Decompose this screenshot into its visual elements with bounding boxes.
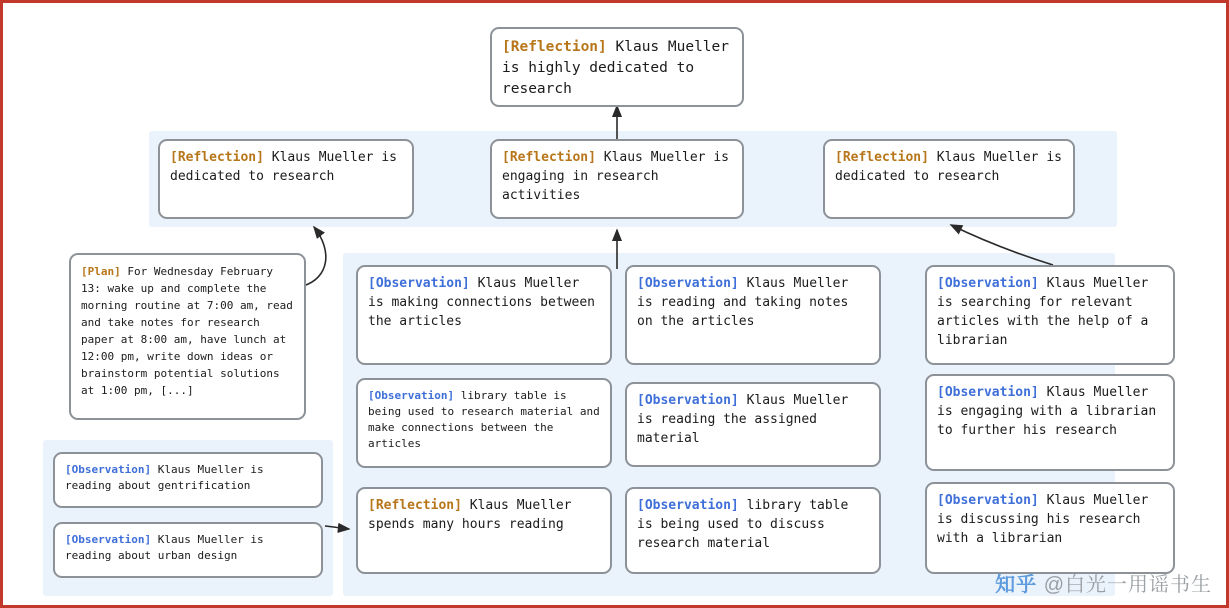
node-tag: [Reflection] (502, 150, 604, 165)
node-tag: [Observation] (637, 498, 747, 513)
node-text: Klaus Mueller is making connections between the articles (368, 276, 595, 329)
node-col2-observation-2[interactable] (625, 382, 881, 467)
node-text: library table is being used to discuss research material (637, 498, 849, 551)
node-text: Klaus Mueller is highly dedicated to research (502, 39, 729, 98)
node-col1-observation-2[interactable] (356, 378, 612, 468)
node-tag: [Observation] (637, 393, 747, 408)
node-text: Klaus Mueller is engaging in research activities (502, 150, 729, 203)
node-top-reflection[interactable] (490, 27, 744, 107)
node-col1-observation-1[interactable] (356, 265, 612, 365)
node-tag: [Observation] (937, 385, 1047, 400)
node-plan[interactable] (69, 253, 306, 420)
watermark-logo: 知乎 (995, 574, 1038, 596)
node-tag: [Reflection] (170, 150, 272, 165)
node-mid-center-reflection[interactable] (490, 139, 744, 219)
node-tag: [Observation] (368, 276, 478, 291)
node-mid-right-reflection[interactable] (823, 139, 1075, 219)
node-tag: [Observation] (65, 533, 158, 546)
node-tag: [Observation] (65, 463, 158, 476)
watermark (995, 568, 1212, 597)
node-tag: [Observation] (937, 276, 1047, 291)
node-text: Klaus Mueller is reading and taking notes on the articles (637, 276, 849, 329)
node-left-observation-1[interactable] (53, 452, 323, 508)
node-text: Klaus Mueller is discussing his research with a librarian (937, 493, 1149, 546)
node-col3-observation-3[interactable] (925, 482, 1175, 574)
node-tag: [Reflection] (502, 39, 616, 55)
node-text: Klaus Mueller is dedicated to research (170, 150, 397, 184)
node-col2-observation-1[interactable] (625, 265, 881, 365)
node-text: Klaus Mueller is searching for relevant articles with the help of a librarian (937, 276, 1149, 348)
node-col3-observation-2[interactable] (925, 374, 1175, 471)
node-text: Klaus Mueller is engaging with a librarian to further his research (937, 385, 1157, 438)
node-text: Klaus Mueller is reading the assigned material (637, 393, 849, 446)
node-text: Klaus Mueller is reading about urban design (65, 533, 264, 562)
node-text: For Wednesday February 13: wake up and complete the morning routine at 7:00 am, read and take notes for research paper at 8:00 am, have lunch at 12:00 pm, write down ideas or brainstorm potential solutions at 1:00 pm, [...] (81, 265, 293, 398)
node-tag: [Plan] (81, 265, 128, 278)
node-col1-reflection[interactable] (356, 487, 612, 574)
node-text: library table is being used to research material and make connections between the articles (368, 389, 600, 450)
node-tag: [Observation] (637, 276, 747, 291)
node-tag: [Reflection] (368, 498, 470, 513)
node-text: Klaus Mueller spends many hours reading (368, 498, 572, 532)
node-text: Klaus Mueller is dedicated to research (835, 150, 1062, 184)
node-tag: [Observation] (937, 493, 1047, 508)
node-tag: [Reflection] (835, 150, 937, 165)
node-text: Klaus Mueller is reading about gentrification (65, 463, 264, 492)
node-left-observation-2[interactable] (53, 522, 323, 578)
watermark-text: @白光一用谣书生 (1043, 574, 1212, 596)
node-col3-observation-1[interactable] (925, 265, 1175, 365)
node-mid-left-reflection[interactable] (158, 139, 414, 219)
node-col2-observation-3[interactable] (625, 487, 881, 574)
node-tag: [Observation] (368, 389, 461, 402)
